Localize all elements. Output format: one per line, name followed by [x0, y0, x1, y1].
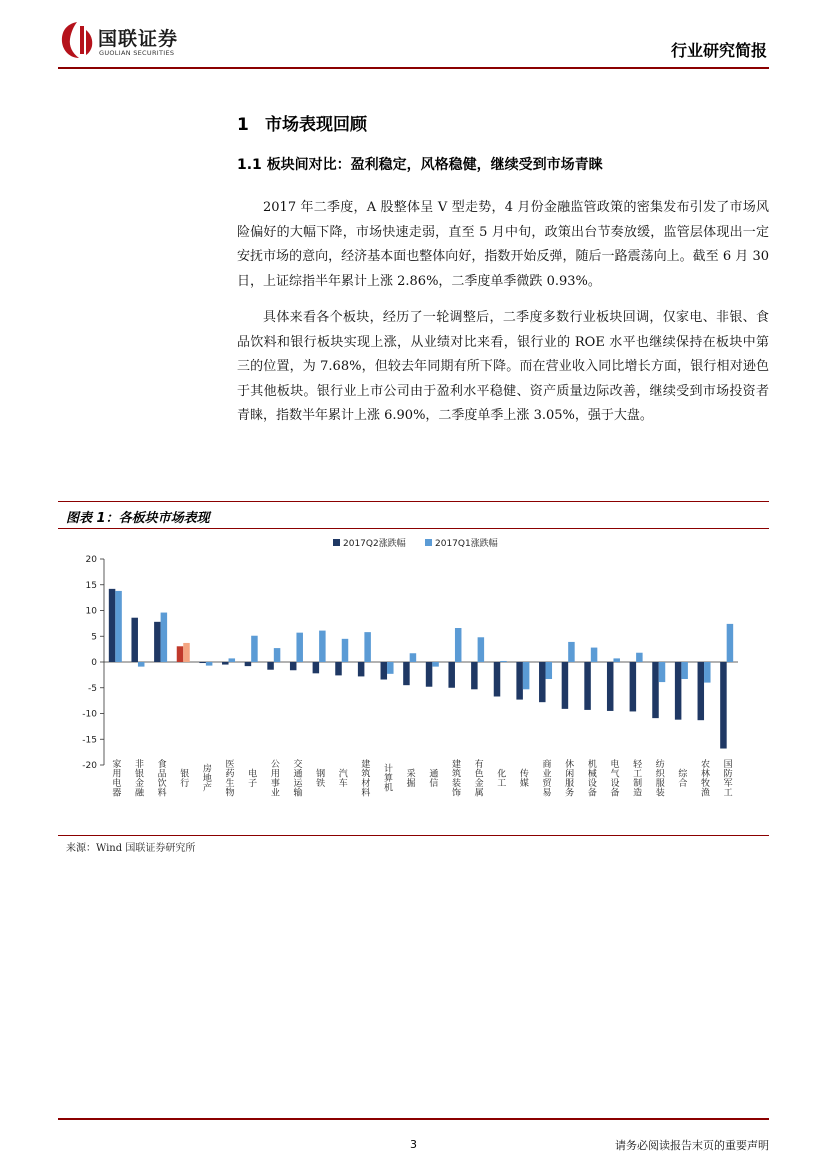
- bar-q1-16: [478, 637, 485, 662]
- x-category-label: 电子: [246, 768, 257, 788]
- bar-q1-21: [591, 648, 598, 662]
- y-tick-label: 10: [85, 606, 97, 617]
- bar-q1-2: [161, 613, 168, 662]
- legend-swatch-0: [333, 539, 340, 546]
- x-category-label: 非银金融: [132, 759, 143, 797]
- bar-q1-27: [727, 624, 734, 662]
- bar-q2-8: [290, 662, 297, 670]
- bar-q2-6: [245, 662, 252, 666]
- bar-q1-13: [410, 653, 417, 662]
- bar-q2-19: [539, 662, 546, 702]
- x-category-label: 传媒: [517, 768, 528, 788]
- x-category-label: 综合: [676, 768, 687, 788]
- document-type: 行业研究简报: [670, 41, 767, 60]
- bar-q2-22: [607, 662, 614, 711]
- bar-q2-4: [199, 662, 206, 663]
- logo-text-en: GUOLIAN SECURITIES: [99, 49, 175, 57]
- chart-bars: [109, 589, 733, 749]
- body-paragraph-2: 具体来看各个板块，经历了一轮调整后，二季度多数行业板块回调，仅家电、非银、食品饮料和银行板块实现上涨，从业绩对比来看，银行业的 ROE 水平也继续保持在板块中第三的位置，为 7.68%，但较去年同期有所下降。而在营业收入同比增长方面，银行相对逊色于其他板块。银行业上市公司由于盈利水平稳健、资产质量边际改善，继续受到市场投资者青睐，指数半年累计上涨 6.90%，二季度单季上涨 3.05%，强于大盘。: [237, 310, 769, 423]
- bar-q1-14: [432, 662, 439, 667]
- bar-q1-23: [636, 653, 643, 662]
- bar-q2-26: [698, 662, 705, 720]
- bar-q1-3: [183, 643, 190, 662]
- footer-disclaimer: 请务必阅读报告末页的重要声明: [615, 1139, 769, 1152]
- y-tick-label: 5: [91, 632, 97, 643]
- bar-q2-3: [177, 646, 184, 662]
- header-divider: [58, 67, 769, 69]
- legend-label-0: 2017Q2涨跌幅: [343, 539, 406, 549]
- x-category-label: 有色金属: [472, 759, 483, 797]
- y-tick-label: -10: [82, 709, 97, 720]
- bar-q1-6: [251, 636, 258, 662]
- subsection-heading: [237, 154, 603, 174]
- x-category-label: 公用事业: [268, 759, 279, 797]
- x-category-label: 商业贸易: [540, 759, 551, 797]
- x-category-label: 医药生物: [223, 759, 234, 797]
- body-paragraph-1: 2017 年二季度，A 股整体呈 V 型走势，4 月份金融监管政策的密集发布引发了市场风险偏好的大幅下降，市场快速走弱，直至 5 月中旬，政策出台节奏放缓，监管层体现出一定安抚市场的意向，经济基本面也整体向好，指数开始反弹，随后一路震荡向上。截至 6 月 30 日，上证综指半年累计上涨 2.86%，二季度单季微跌 0.93%。: [237, 200, 769, 289]
- figure-bottom-rule: [58, 835, 769, 836]
- section-number: 1: [237, 115, 249, 135]
- x-category-label: 银行: [178, 768, 189, 788]
- subsection-number: 1.1: [237, 157, 262, 173]
- x-category-label: 化工: [495, 768, 506, 788]
- y-tick-label: -5: [88, 683, 97, 694]
- x-category-label: 食品饮料: [155, 759, 166, 797]
- x-category-label: 建筑材料: [359, 759, 370, 797]
- bar-q2-9: [313, 662, 320, 673]
- figure-source: 来源：Wind 国联证券研究所: [66, 843, 196, 854]
- bar-q1-12: [387, 662, 394, 674]
- bar-q2-14: [426, 662, 433, 687]
- figure-title: 图表 1：各板块市场表现: [66, 511, 210, 526]
- bar-q1-10: [342, 639, 349, 662]
- bar-q2-10: [335, 662, 342, 675]
- logo-text-cn: 国联证券: [98, 28, 179, 50]
- bar-q2-7: [267, 662, 274, 670]
- bar-q1-19: [546, 662, 553, 679]
- bar-q1-4: [206, 662, 213, 666]
- bar-q2-16: [471, 662, 478, 689]
- company-logo: [60, 20, 230, 62]
- bar-q2-0: [109, 589, 116, 662]
- footer-divider: [58, 1118, 769, 1120]
- bar-q1-17: [500, 661, 507, 662]
- bar-q2-27: [720, 662, 727, 749]
- bar-q1-5: [229, 658, 236, 662]
- bar-q1-26: [704, 662, 711, 683]
- x-category-label: 交通运输: [291, 759, 302, 797]
- figure-title-rule: [58, 528, 769, 529]
- bar-q2-1: [131, 618, 138, 662]
- bar-q2-5: [222, 662, 229, 665]
- x-category-label: 机械设备: [585, 759, 596, 797]
- x-category-label: 休闲服务: [563, 759, 574, 797]
- x-category-label: 电气设备: [608, 759, 619, 797]
- bar-q1-22: [613, 658, 620, 662]
- section-title: 市场表现回顾: [265, 115, 367, 135]
- y-tick-label: 0: [91, 658, 97, 668]
- bar-q2-2: [154, 622, 161, 662]
- x-category-label: 采掘: [404, 768, 415, 788]
- bar-q1-1: [138, 662, 145, 667]
- bar-q1-24: [659, 662, 666, 682]
- bar-q2-18: [516, 662, 523, 700]
- subsection-title: 板块间对比：盈利稳定，风格稳健，继续受到市场青睐: [266, 157, 603, 173]
- chart-category-labels: [110, 758, 732, 798]
- legend-swatch-1: [425, 539, 432, 546]
- x-category-label: 建筑装饰: [449, 759, 460, 797]
- chart-axes: [82, 555, 738, 771]
- x-category-label: 国防军工: [721, 759, 732, 797]
- bar-q1-7: [274, 648, 281, 662]
- bar-q1-18: [523, 662, 530, 689]
- bar-q1-9: [319, 631, 326, 662]
- bar-q2-11: [358, 662, 365, 676]
- page-header: [58, 18, 769, 66]
- legend-label-1: 2017Q1涨跌幅: [435, 539, 498, 549]
- x-category-label: 钢铁: [314, 768, 325, 788]
- bar-q2-20: [562, 662, 569, 709]
- chart-legend: [333, 537, 498, 549]
- bar-q2-17: [494, 662, 501, 697]
- bar-q2-25: [675, 662, 682, 720]
- x-category-label: 纺织服装: [653, 759, 664, 797]
- bar-q1-8: [296, 633, 303, 662]
- section-heading: [237, 110, 367, 135]
- bar-q1-25: [681, 662, 688, 679]
- x-category-label: 通信: [427, 768, 438, 788]
- bar-q1-20: [568, 642, 575, 662]
- bar-q1-11: [364, 632, 371, 662]
- bar-q1-15: [455, 628, 462, 662]
- bar-q2-21: [584, 662, 591, 710]
- x-category-label: 计算机: [382, 763, 393, 793]
- figure-top-rule: [58, 501, 769, 502]
- sector-performance-chart: [58, 532, 769, 832]
- x-category-label: 家用电器: [110, 759, 121, 797]
- y-tick-label: -20: [82, 761, 97, 771]
- x-category-label: 轻工制造: [631, 759, 642, 797]
- x-category-label: 汽车: [336, 768, 347, 788]
- bar-q2-13: [403, 662, 410, 685]
- bar-q2-15: [448, 662, 455, 688]
- x-category-label: 农林牧渔: [699, 759, 710, 797]
- bar-q2-24: [652, 662, 659, 718]
- y-tick-label: 15: [85, 580, 97, 591]
- bar-q2-23: [630, 662, 637, 711]
- x-category-label: 房地产: [200, 763, 211, 793]
- page-number: 3: [410, 1138, 417, 1151]
- y-tick-label: 20: [85, 555, 97, 565]
- logo-mark-icon: [60, 20, 94, 60]
- bar-q2-12: [381, 662, 388, 680]
- bar-q1-0: [115, 591, 122, 662]
- y-tick-label: -15: [82, 735, 97, 746]
